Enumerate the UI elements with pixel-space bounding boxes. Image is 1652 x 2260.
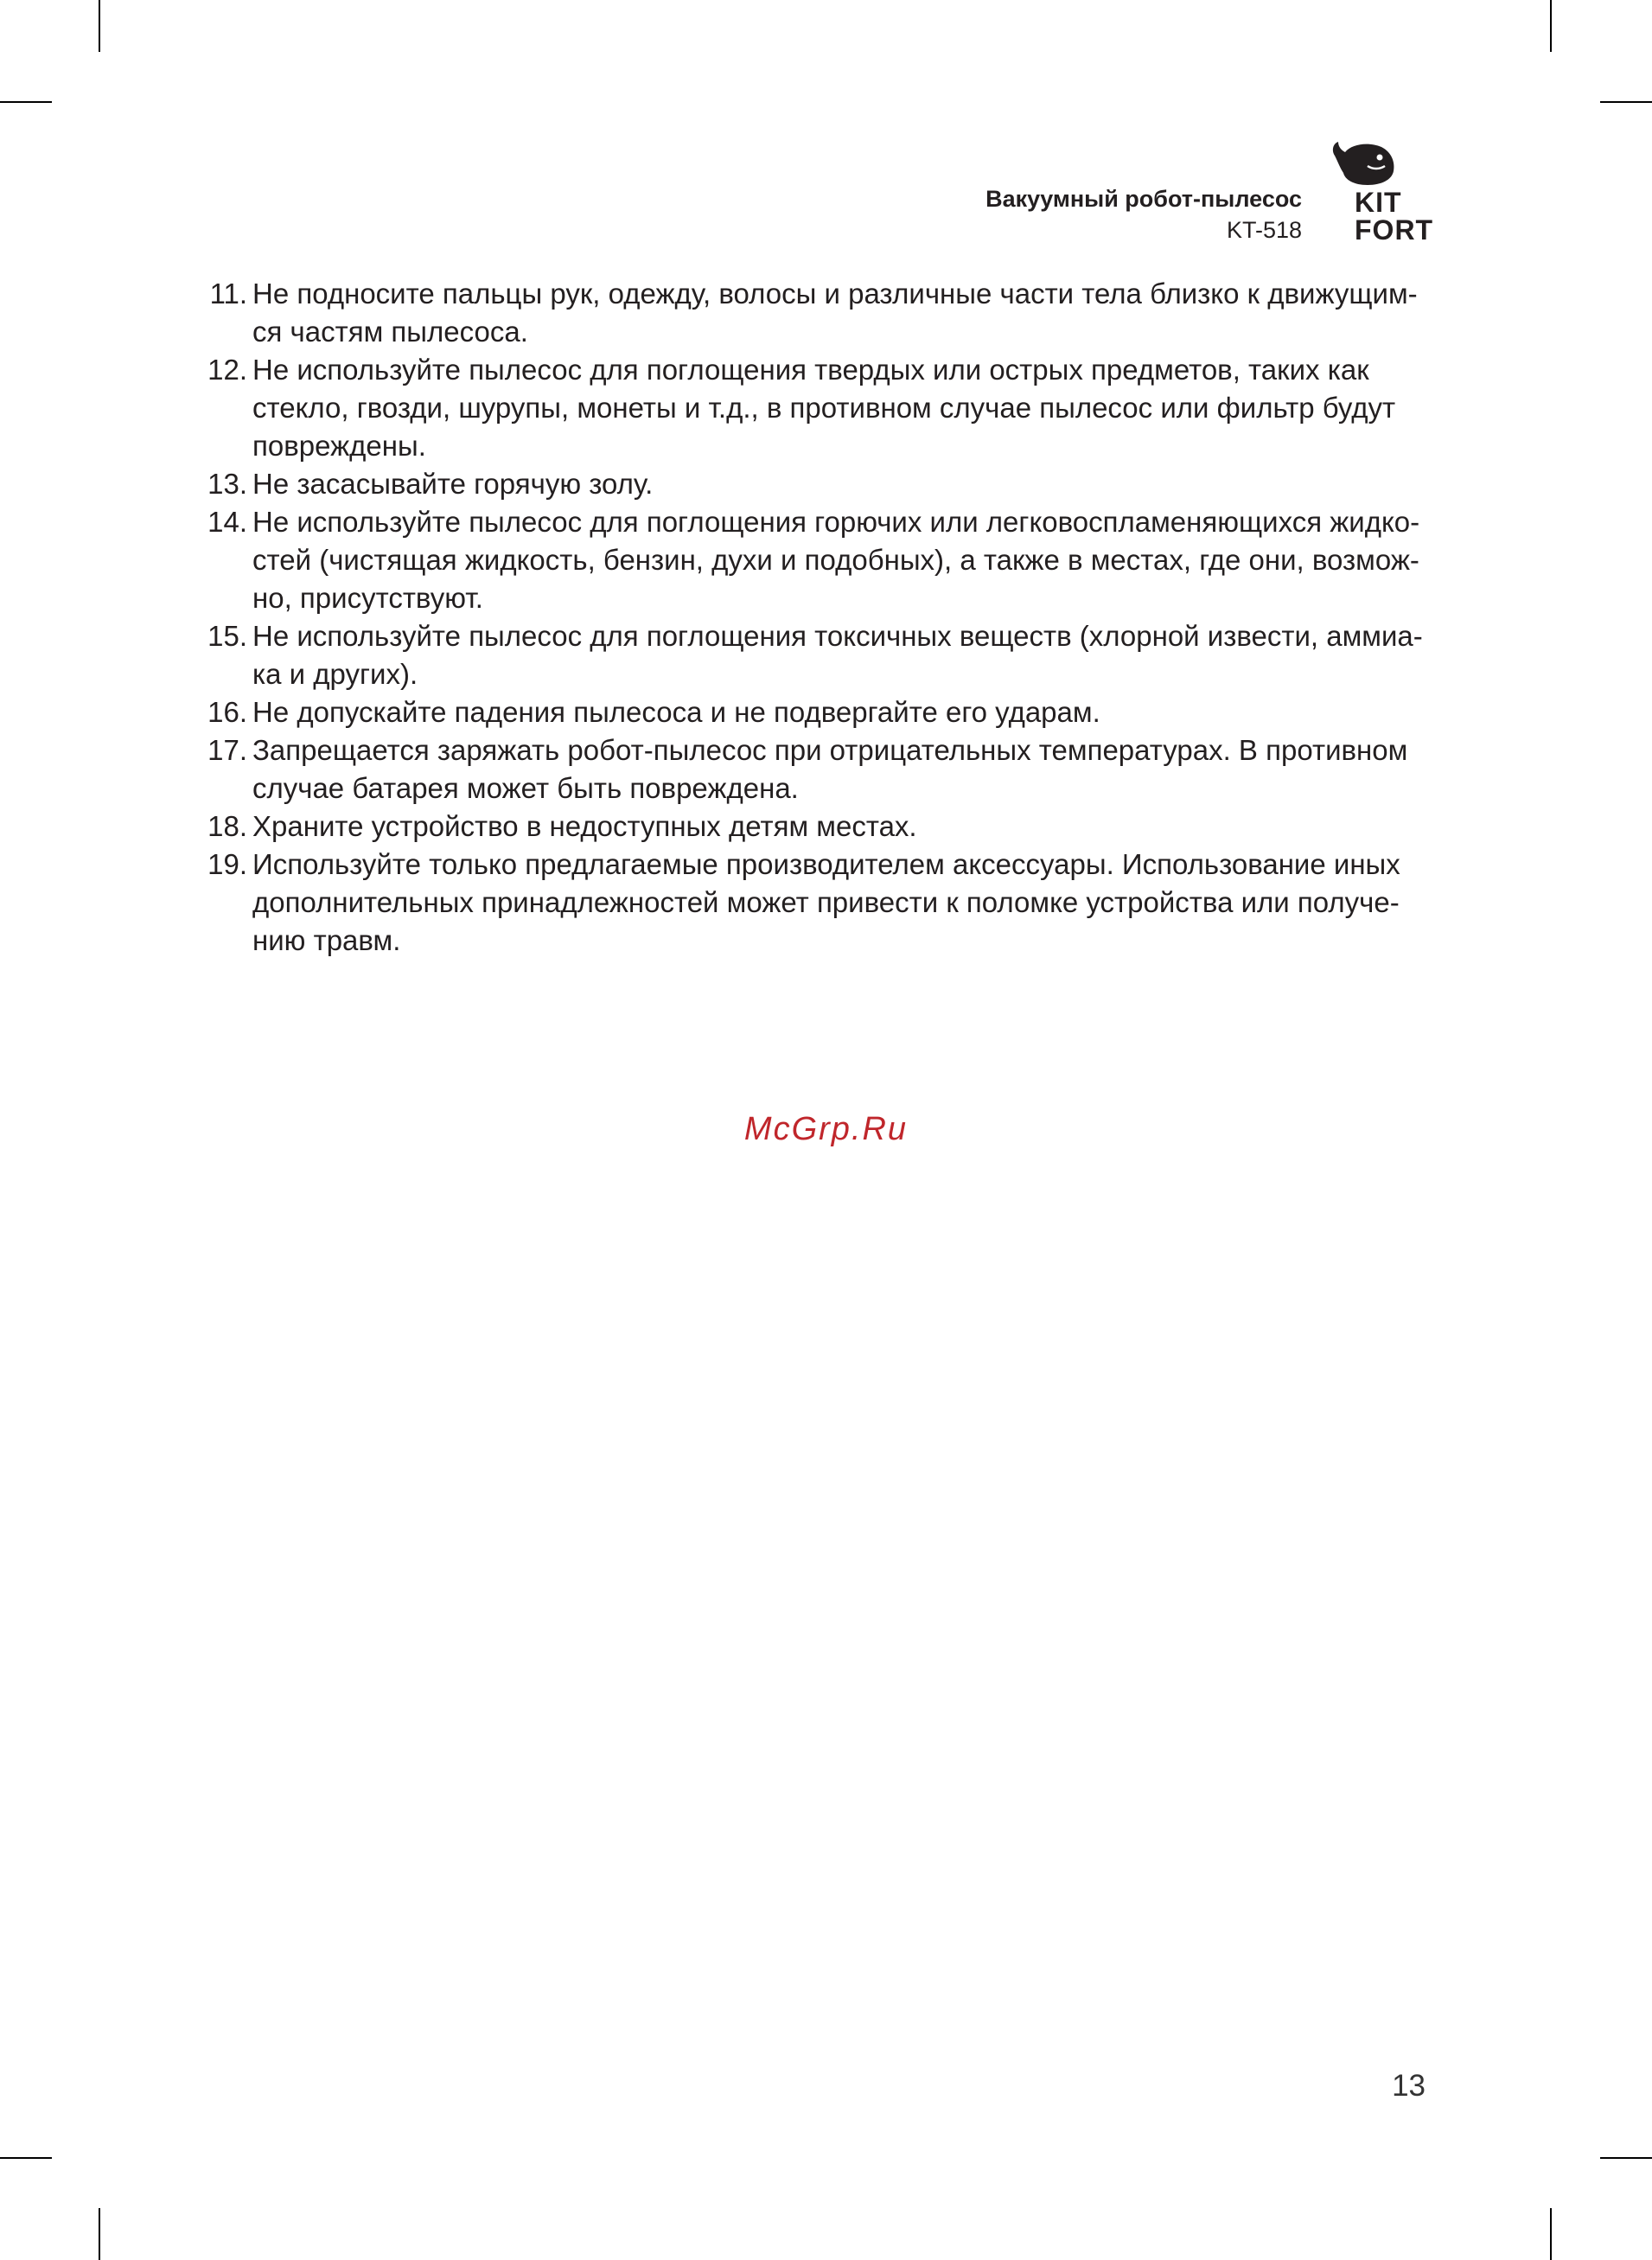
watermark-link[interactable]: McGrp.Ru: [743, 1111, 909, 1147]
list-item: [192, 351, 1428, 465]
list-item-number: 13.: [207, 468, 247, 500]
list-item-number: 15.: [207, 620, 247, 652]
list-item-text: Запрещается заряжать робот-пылесос при отрицательных температурах. В противном случае батарея может быть повреждена.: [252, 734, 1408, 804]
list-item-number: 18.: [207, 810, 247, 842]
list-item-text: Не допускайте падения пылесоса и не подвергайте его ударам.: [252, 696, 1100, 728]
list-item-text: Не засасывайте горячую золу.: [252, 468, 654, 500]
list-item: [192, 846, 1428, 960]
crop-mark-top-right: [1550, 0, 1552, 52]
list-item-number: 17.: [207, 734, 247, 766]
list-item-number: 12.: [207, 354, 247, 386]
page-number: 13: [1392, 2069, 1426, 2103]
crop-mark-bottom-right: [1550, 2208, 1552, 2260]
crop-mark-right-bottom: [1600, 2157, 1652, 2159]
list-item: [192, 275, 1428, 351]
list-item-text: Используйте только предлагаемые производителем аксессуары. Использование иных дополнительных принадлежностей может привести к поломке устройства или получе- нию травм.: [252, 848, 1400, 956]
crop-mark-left-bottom: [0, 2157, 52, 2159]
list-item-text: Храните устройство в недоступных детям местах.: [252, 810, 917, 842]
list-item: [192, 731, 1428, 808]
crop-mark-top-left: [99, 0, 100, 52]
list-item-text: Не используйте пылесос для поглощения токсичных веществ (хлорной извести, аммиа- ка и других).: [252, 620, 1423, 690]
list-item: [192, 808, 1428, 846]
crop-mark-left-top: [0, 101, 52, 103]
list-item: [192, 617, 1428, 693]
crop-mark-bottom-left: [99, 2208, 100, 2260]
crop-mark-right-top: [1600, 101, 1652, 103]
list-item: [192, 503, 1428, 617]
safety-rules-list: [192, 275, 1428, 960]
list-item-text: Не используйте пылесос для поглощения горючих или легковоспламеняющихся жидко- стей (чистящая жидкость, бензин, духи и подобных), а также в местах, где они, возмож- но, присутствуют.: [252, 506, 1420, 614]
list-item: [192, 465, 1428, 503]
whale-logo-icon: [1328, 137, 1397, 188]
product-model: KT-518: [1226, 217, 1302, 243]
logo-text: KIT FORT: [1355, 187, 1434, 246]
document-header: [985, 183, 1302, 246]
list-item-number: 14.: [207, 506, 247, 538]
list-item-text: Не подносите пальцы рук, одежду, волосы и различные части тела близко к движущим- ся частям пылесоса.: [252, 278, 1418, 348]
kitfort-logo: [1316, 137, 1437, 245]
list-item-number: 19.: [207, 848, 247, 880]
list-item-number: 16.: [207, 696, 247, 728]
list-item-text: Не используйте пылесос для поглощения твердых или острых предметов, таких как стекло, гвозди, шурупы, монеты и т.д., в противном случае пылесос или фильтр будут повреждены.: [252, 354, 1396, 462]
list-item: [192, 693, 1428, 731]
list-item-number: 11.: [209, 278, 247, 310]
product-title: Вакуумный робот-пылесос: [985, 186, 1302, 212]
